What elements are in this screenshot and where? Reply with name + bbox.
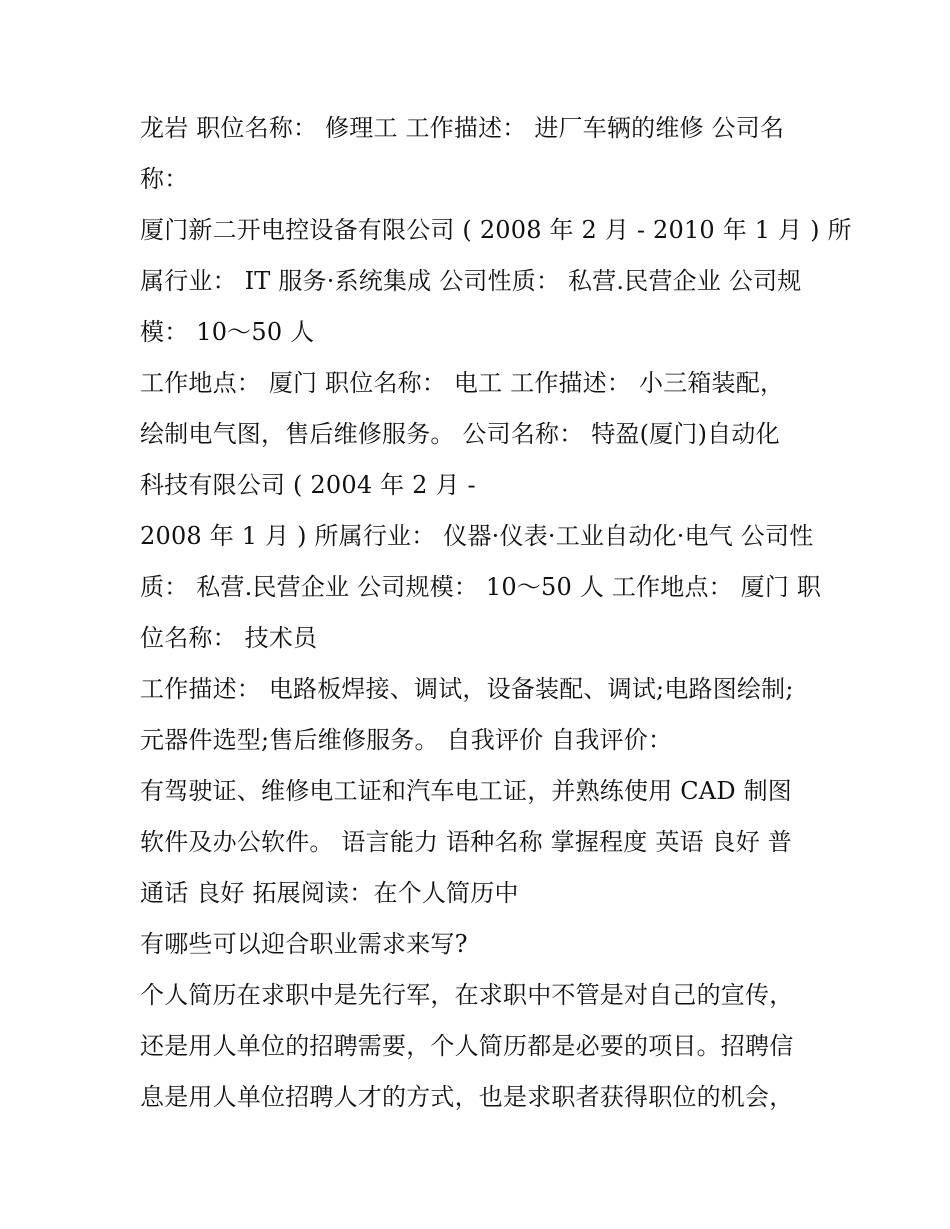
text-line: 厦门新二开电控设备有限公司 ( 2008 年 2 月 - 2010 年 1 月 ) 所 [140, 216, 852, 244]
document-body [140, 103, 852, 1123]
text-line: 称： [140, 165, 189, 193]
text-line: 工作描述： 电路板焊接、调试，设备装配、调试;电路图绘制; [140, 675, 794, 703]
text-line: 龙岩 职位名称： 修理工 工作描述： 进厂车辆的维修 公司名 [140, 114, 785, 142]
text-line: 位名称： 技术员 [140, 624, 318, 652]
text-line: 息是用人单位招聘人才的方式，也是求职者获得职位的机会， [140, 1083, 794, 1111]
text-line: 软件及办公软件。 语言能力 语种名称 掌握程度 英语 良好 普 [140, 828, 792, 856]
text-line: 通话 良好 拓展阅读：在个人简历中 [140, 879, 519, 907]
text-line: 还是用人单位的招聘需要，个人简历都是必要的项目。招聘信 [140, 1032, 794, 1060]
text-line: 属行业： IT 服务·系统集成 公司性质： 私营.民营企业 公司规 [140, 267, 802, 295]
text-line: 有驾驶证、维修电工证和汽车电工证，并熟练使用 CAD 制图 [140, 777, 792, 805]
text-line: 工作地点： 厦门 职位名称： 电工 工作描述： 小三箱装配， [140, 369, 785, 397]
text-line: 有哪些可以迎合职业需求来写? [140, 930, 468, 958]
text-line: 元器件选型;售后维修服务。 自我评价 自我评价： [140, 726, 673, 754]
text-line: 个人简历在求职中是先行军，在求职中不管是对自己的宣传， [140, 981, 794, 1009]
text-line: 绘制电气图，售后维修服务。 公司名称： 特盈(厦门)自动化 [140, 420, 780, 448]
text-line: 2008 年 1 月 ) 所属行业： 仪器·仪表·工业自动化·电气 公司性 [140, 522, 814, 550]
text-line: 科技有限公司 ( 2004 年 2 月 - [140, 471, 476, 499]
text-line: 质： 私营.民营企业 公司规模： 10～50 人 工作地点： 厦门 职 [140, 573, 822, 601]
text-line: 模： 10～50 人 [140, 318, 315, 346]
